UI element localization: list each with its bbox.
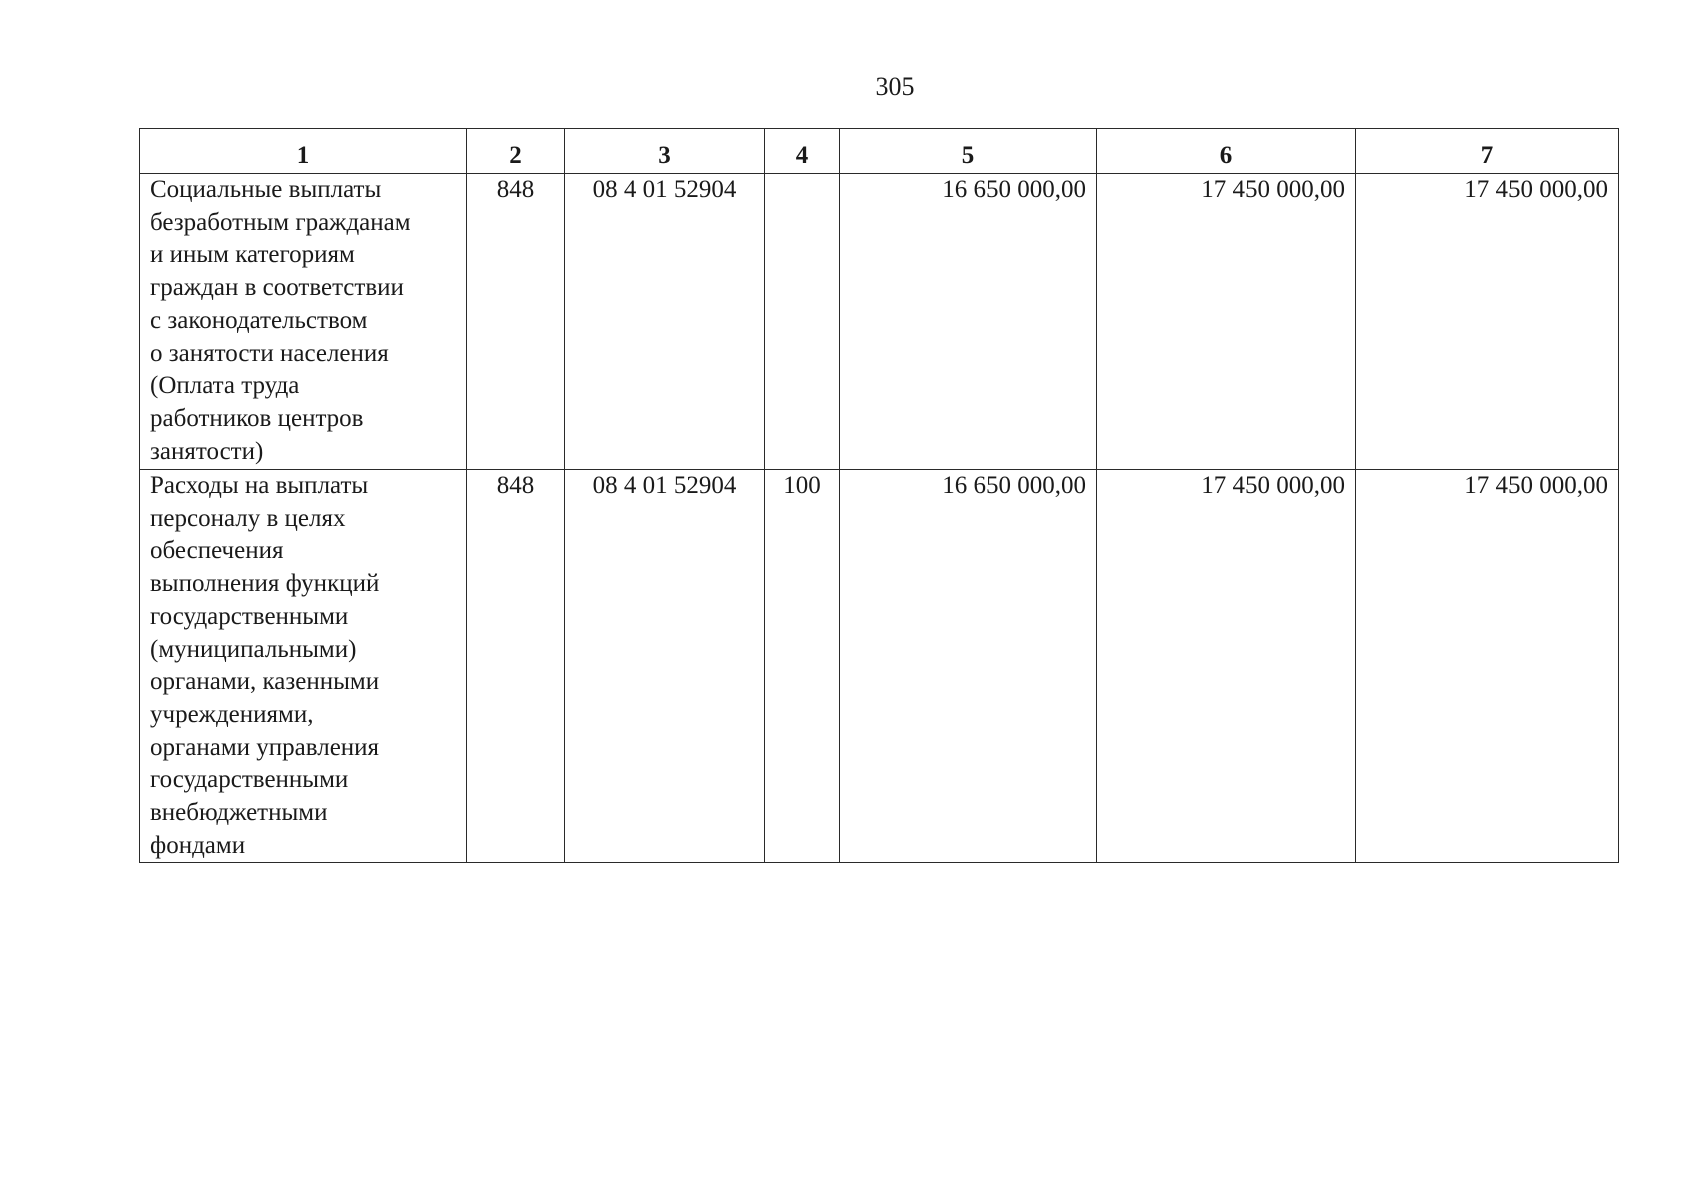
column-header-2: 2 [467,129,565,174]
table-row [140,174,1619,470]
row-code-cell: 848 [467,174,565,470]
row-amount-3-cell: 17 450 000,00 [1356,470,1619,863]
row-amount-3-cell: 17 450 000,00 [1356,174,1619,470]
row-amount-1-cell: 16 650 000,00 [840,470,1097,863]
row-amount-2-cell: 17 450 000,00 [1097,470,1356,863]
column-header-5: 5 [840,129,1097,174]
table-row [140,470,1619,863]
row-target-article-cell: 08 4 01 52904 [565,174,765,470]
row-name-cell: Расходы на выплаты персоналу в целях обеспечения выполнения функций государственными (муниципальными) органами, казенными учреждениями, органами управления государственными внебюджетными фондами [140,470,467,863]
column-header-6: 6 [1097,129,1356,174]
table-header-row [140,129,1619,174]
row-amount-2-cell: 17 450 000,00 [1097,174,1356,470]
row-expense-type-cell [765,174,840,470]
page-number: 305 [875,72,915,101]
row-name-cell: Социальные выплаты безработным гражданам и иным категориям граждан в соответствии с законодательством о занятости населения (Оплата труда работников центров занятости) [140,174,467,470]
column-header-3: 3 [565,129,765,174]
column-header-4: 4 [765,129,840,174]
row-amount-1-cell: 16 650 000,00 [840,174,1097,470]
budget-table [139,128,1619,863]
column-header-1: 1 [140,129,467,174]
column-header-7: 7 [1356,129,1619,174]
row-expense-type-cell: 100 [765,470,840,863]
row-target-article-cell: 08 4 01 52904 [565,470,765,863]
row-code-cell: 848 [467,470,565,863]
